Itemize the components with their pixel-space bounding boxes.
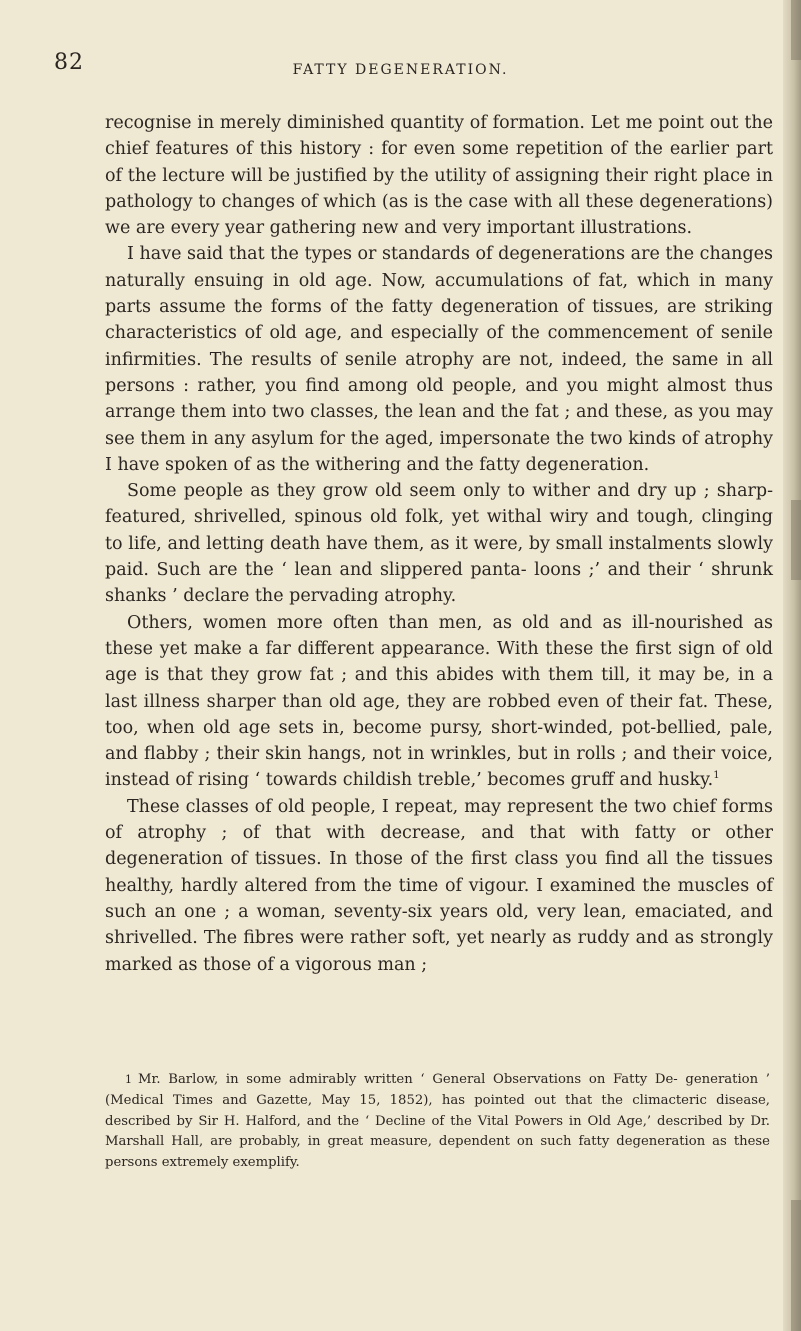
footnote-marker[interactable]: 1 [713,770,720,782]
paragraph: These classes of old people, I repeat, may represent the two chief forms of atrophy ; of that with decrease, and that with fatty or other degeneration of tissues. In those of the first class you find all the tissues healthy, hardly altered from the time of vigour. I examined the muscles of such an one ; a woman, seventy-six years old, very lean, emaciated, and shrivelled. The fibres were rather soft, yet nearly as ruddy and as strongly marked as those of a vigorous man ; [105,796,773,975]
page-number: 82 [54,50,84,75]
page-edge [783,0,801,1331]
paragraph: I have said that the types or standards of degenerations are the changes naturally ensuing in old age. Now, accumulations of fat, which in many parts assume the forms of the fatty degeneration of tissues, are striking characteristics of old age, and especially of the commencement of senile infirmities. The results of senile atrophy are not, indeed, the same in all persons : rather, you find among old people, and you might almost thus arrange them into two classes, the lean and the fat ; and these, as you may see them in any asylum for the aged, impersonate the two kinds of atrophy I have spoken of as the withering and the fatty degeneration. [105,244,773,475]
footnote-text: Mr. Barlow, in some admirably written ‘ General Observations on Fatty De- generation ’ (Medical Times and Gazette, May 15, 1852), has pointed out that the climacteric disease, described by Sir H. Halford, and the ‘ Decline of the Vital Powers in Old Age,’ described by Dr. Marshall Hall, are probably, in great measure, dependent on such fatty degeneration as these persons extremely exemplify. [105,1072,770,1171]
footnote-number: 1 [125,1073,132,1086]
body-text [105,110,773,978]
paragraph: Some people as they grow old seem only to wither and dry up ; sharp-featured, shrivelled, spinous old folk, yet withal wiry and tough, clinging to life, and letting death have them, as it were, by small instalments slowly paid. Such are the ‘ lean and slippered panta- loons ;’ and their ‘ shrunk shanks ’ declare the pervading atrophy. [105,481,773,607]
paragraph: recognise in merely diminished quantity of formation. Let me point out the chief features of this history : for even some repetition of the earlier part of the lecture will be justified by the utility of assigning their right place in pathology to changes of which (as is the case with all these degenerations) we are every year gathering new and very important illustrations. [105,113,773,239]
paragraph [105,610,773,794]
running-head: FATTY DEGENERATION. [292,62,509,78]
paragraph-text: Others, women more often than men, as old and as ill-nourished as these yet make a far different appearance. With these the first sign of old age is that they grow fat ; and this abides with them till, it may be, in a last illness sharper than old age, they are robbed even of their fat. These, too, when old age sets in, become pursy, short-winded, pot-bellied, pale, and flabby ; their skin hangs, not in wrinkles, but in rolls ; and their voice, instead of rising ‘ towards childish treble,’ becomes gruff and husky. [105,612,773,791]
footnote [105,1070,770,1174]
